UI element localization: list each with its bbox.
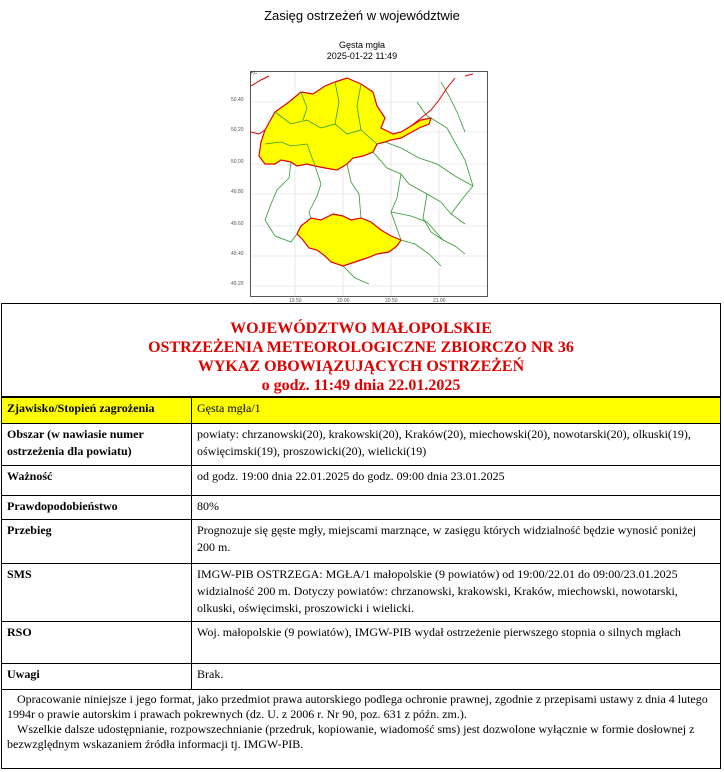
map-y-tick: 50.20: [231, 127, 244, 133]
table-row: [2, 398, 720, 424]
table-row: [2, 622, 720, 664]
map-y-tick: 49.60: [231, 221, 244, 227]
table-row: [2, 424, 720, 466]
header-time: o godz. 11:49 dnia 22.01.2025: [261, 377, 461, 394]
warning-area-north: [259, 78, 431, 170]
row-value: Prognozuje się gęste mgły, miejscami marznące, w zasięgu których widzialność będzie wynosić poniżej 200 m.: [192, 520, 721, 564]
row-label: Uwagi: [2, 664, 192, 690]
row-label: Ważność: [2, 466, 192, 496]
row-value: IMGW-PIB OSTRZEGA: MGŁA/1 małopolskie (9 powiatów) od 19:00/22.01 do 09:00/23.01.2025 widzialność 200 m. Dotyczy powiatów: chrzanowski, krakowski, Kraków, miechowski, nowotarski, olkuski, oświęcimski, proszowicki i wielicki.: [192, 564, 721, 622]
copyright-footer: [2, 690, 720, 752]
header-region: WOJEWÓDZTWO MAŁOPOLSKIE: [230, 320, 492, 337]
map-y-tick: 49.80: [231, 189, 244, 195]
map-x-tick: 21.00: [433, 298, 446, 304]
table-row: [2, 496, 720, 520]
warning-areas: [259, 78, 431, 266]
warning-map[interactable]: [231, 71, 488, 304]
row-value: Gęsta mgła/1: [192, 398, 721, 424]
warning-area-south: [297, 214, 401, 266]
header-subtitle: WYKAZ OBOWIĄZUJĄCYCH OSTRZEŻEŃ: [197, 358, 525, 375]
row-label: Obszar (w nawiasie numer ostrzeżenia dla powiatu): [2, 424, 192, 466]
copyright-notice: Opracowanie niniejsze i jego format, jako przedmiot prawa autorskiego podlega ochronie prawnej, zgodnie z przepisami ustawy z dnia 4 lutego 1994r o prawie autorskim i prawach pokrewnych (dz. U. z 2006 r. Nr 90, poz. 631 z późn. zm.).: [7, 692, 708, 721]
map-x-tick: 19.50: [289, 298, 302, 304]
map-zoom-control[interactable]: +/-: [250, 71, 258, 77]
row-label: SMS: [2, 564, 192, 622]
map-x-tick: 20.00: [337, 298, 350, 304]
table-row: [2, 466, 720, 496]
row-value: Brak.: [192, 664, 721, 690]
map-canvas: [251, 72, 487, 296]
map-y-tick: 49.20: [231, 281, 244, 287]
warning-document: [1, 303, 721, 769]
document-header: [2, 304, 720, 397]
row-value: 80%: [192, 496, 721, 520]
header-title: OSTRZEŻENIA METEOROLOGICZNE ZBIORCZO NR 36: [148, 339, 574, 356]
row-value: powiaty: chrzanowski(20), krakowski(20), Kraków(20), miechowski(20), nowotarski(20), olkuski(19), oświęcimski(19), proszowicki(20), wielicki(19): [192, 424, 721, 466]
row-label: Prawdopodobieństwo: [2, 496, 192, 520]
map-y-tick: 50.00: [231, 159, 244, 165]
table-row: [2, 564, 720, 622]
row-value: Woj. małopolskie (9 powiatów), IMGW-PIB wydał ostrzeżenie pierwszego stopnia o silnych mgłach: [192, 622, 721, 664]
map-y-tick: 50.40: [231, 97, 244, 103]
map-subtitle: Gęsta mgła: [338, 40, 386, 50]
row-label: RSO: [2, 622, 192, 664]
row-label: Zjawisko/Stopień zagrożenia: [2, 398, 192, 424]
map-y-tick: 49.40: [231, 251, 244, 257]
map-x-tick: 20.50: [385, 298, 398, 304]
redistribution-notice: Wszelkie dalsze udostępnianie, rozpowszechnianie (przedruk, kopiowanie, wiadomość sms) jest dozwolone wyłącznie w formie dosłownej z bezwzględnym wskazaniem źródła informacji tj. IMGW-PIB.: [7, 722, 695, 751]
warning-table: [2, 397, 720, 690]
map-timestamp: 2025-01-22 11:49: [326, 51, 398, 61]
row-value: od godz. 19:00 dnia 22.01.2025 do godz. 09:00 dnia 23.01.2025: [192, 466, 721, 496]
row-label: Przebieg: [2, 520, 192, 564]
page-title: Zasięg ostrzeżeń w województwie: [264, 8, 460, 23]
table-row: [2, 520, 720, 564]
table-row: [2, 664, 720, 690]
